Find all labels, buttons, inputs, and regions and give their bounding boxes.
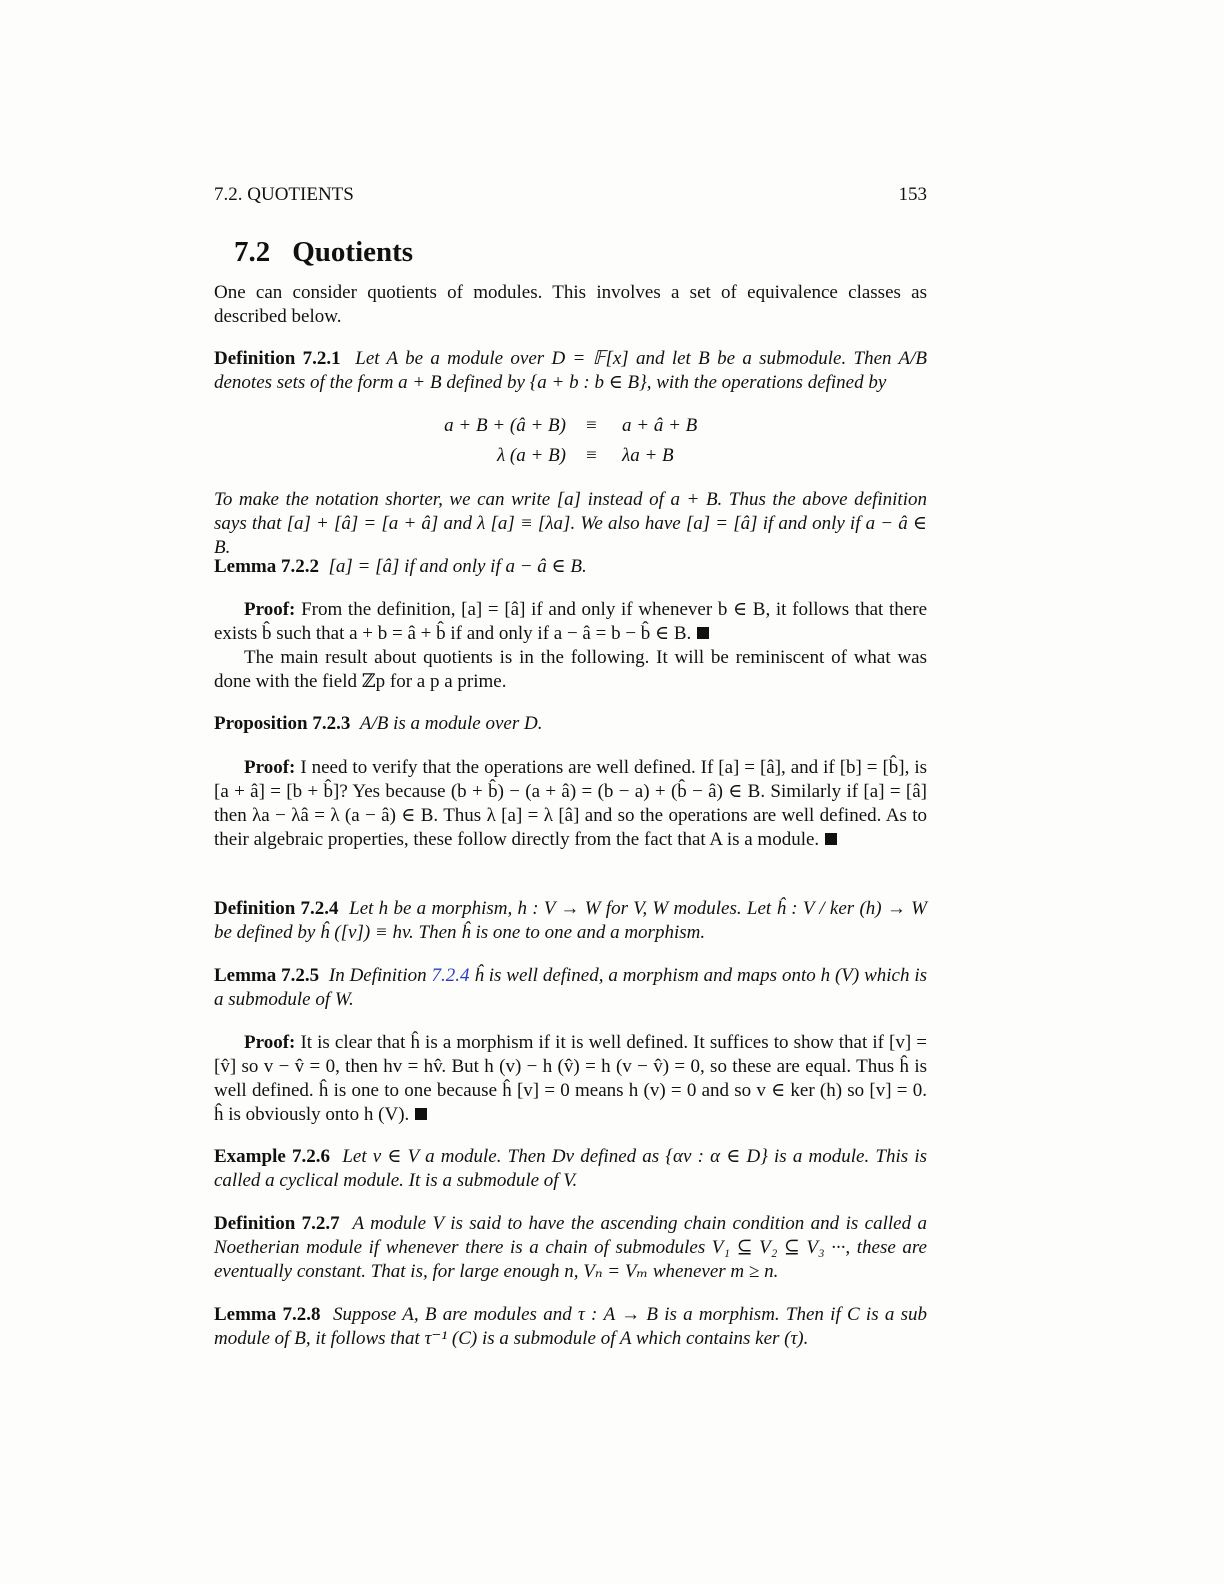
proof-label: Proof:: [244, 1032, 296, 1053]
lemma-label: Lemma 7.2.8: [214, 1304, 321, 1325]
running-head: [214, 184, 927, 208]
equation-lhs: a + B + (â + B): [444, 415, 566, 436]
lemma-text-pre: In Definition: [328, 965, 427, 986]
equation-row: [214, 445, 927, 469]
running-head-title: 7.2. QUOTIENTS: [214, 184, 354, 205]
definition-label: Definition 7.2.1: [214, 348, 341, 369]
equation-rhs: a + â + B: [622, 415, 698, 436]
definition-text: Let A be a module over D = 𝔽[x] and let B be a submodule. Then A/B denotes sets of the form a + B defined by {a + b : b ∈ B}, with the operations defined by: [214, 348, 928, 393]
main-result-paragraph: The main result about quotients is in the following. It will be reminiscent of what was done with the field ℤp for a p a prime.: [214, 647, 927, 692]
definition-7-2-7: [214, 1212, 927, 1284]
lemma-7-2-5: [214, 964, 927, 1012]
proposition-label: Proposition 7.2.3: [214, 713, 351, 734]
qed-square-icon: [415, 1108, 427, 1120]
definition-7-2-1-continued: To make the notation shorter, we can write [a] instead of a + B. Thus the above definition says that [a] + [â] = [a + â] and λ [a] ≡ [λa]. We also have [a] = [â] if and only if a − â ∈ B.: [214, 489, 927, 558]
equation-relation: ≡: [586, 445, 597, 466]
page-number: 153: [898, 184, 927, 205]
equation-row: [214, 415, 927, 439]
definition-7-2-1: [214, 347, 927, 395]
definition-7-2-4: [214, 897, 927, 945]
section-title: Quotients: [292, 236, 414, 268]
section-heading: [234, 236, 413, 269]
section-number: 7.2: [234, 236, 271, 268]
proof-7-2-3: [214, 756, 927, 852]
lemma-label: Lemma 7.2.5: [214, 965, 320, 986]
definition-text: Let h be a morphism, h : V → W for V, W modules. Let ĥ : V / ker (h) → W be defined by ĥ ([v]) ≡ hv. Then ĥ is one to one and a morphism.: [214, 898, 928, 943]
proof-7-2-2: [214, 598, 927, 694]
proposition-text: A/B is a module over D.: [359, 713, 543, 734]
definition-label: Definition 7.2.4: [214, 898, 339, 919]
lemma-7-2-2: [214, 555, 927, 579]
lemma-7-2-8: [214, 1303, 927, 1351]
proof-text: I need to verify that the operations are well defined. If [a] = [â], and if [b] = [b̂], is [a + â] = [b + b̂]? Yes because (b + b̂) − (a + â) = (b − a) + (b̂ − â) ∈ B. Similarly if [a] = [â] then λa − λâ = λ (a − â) ∈ B. Thus λ [a] = λ [â] and so the operations are well defined. As to their algebraic properties, these follow directly from the fact that A is a module.: [214, 757, 928, 850]
proof-7-2-5: [214, 1031, 927, 1127]
lemma-label: Lemma 7.2.2: [214, 556, 320, 577]
definition-label: Definition 7.2.7: [214, 1213, 340, 1234]
lemma-text-post: ĥ is well defined, a morphism and maps onto h (V) which is a submodule of W.: [214, 965, 928, 1010]
equation-lhs: λ (a + B): [496, 445, 566, 466]
proof-text: It is clear that ĥ is a morphism if it is well defined. It suffices to show that if [v] = [v̂] so v − v̂ = 0, then hv = hv̂. But h (v) − h (v̂) = h (v − v̂) = 0, so these are equal. Thus ĥ is well defined. ĥ is one to one because ĥ [v] = 0 means h (v) = 0 and so v ∈ ker (h) so [v] = 0. ĥ is obviously onto h (V).: [214, 1032, 927, 1125]
example-text: Let v ∈ V a module. Then Dv defined as {αv : α ∈ D} is a module. This is called a cyclical module. It is a submodule of V.: [214, 1146, 928, 1191]
qed-square-icon: [697, 627, 709, 639]
proof-label: Proof:: [244, 757, 296, 778]
equation-relation: ≡: [586, 415, 597, 436]
qed-square-icon: [825, 833, 837, 845]
proof-text: From the definition, [a] = [â] if and only if whenever b ∈ B, it follows that there exists b̂ such that a + b = â + b̂ if and only if a − â = b − b̂ ∈ B.: [214, 599, 928, 644]
lemma-text: Suppose A, B are modules and τ : A → B is a morphism. Then if C is a sub module of B, it follows that τ⁻¹ (C) is a submodule of A which contains ker (τ).: [214, 1304, 927, 1349]
definition-text: A module V is said to have the ascending chain condition and is called a Noetherian module if whenever there is a chain of submodules V₁ ⊆ V₂ ⊆ V₃ ···, these are eventually constant. That is, for large enough n, Vₙ = Vₘ whenever m ≥ n.: [214, 1213, 928, 1282]
proposition-7-2-3: [214, 712, 927, 736]
equation-rhs: λa + B: [622, 445, 674, 466]
definition-reference-link[interactable]: 7.2.4: [431, 965, 470, 986]
example-label: Example 7.2.6: [214, 1146, 330, 1167]
lemma-text: [a] = [â] if and only if a − â ∈ B.: [328, 556, 587, 577]
intro-paragraph: One can consider quotients of modules. This involves a set of equivalence classes as described below.: [214, 282, 927, 327]
proof-label: Proof:: [244, 599, 296, 620]
example-7-2-6: [214, 1145, 927, 1193]
